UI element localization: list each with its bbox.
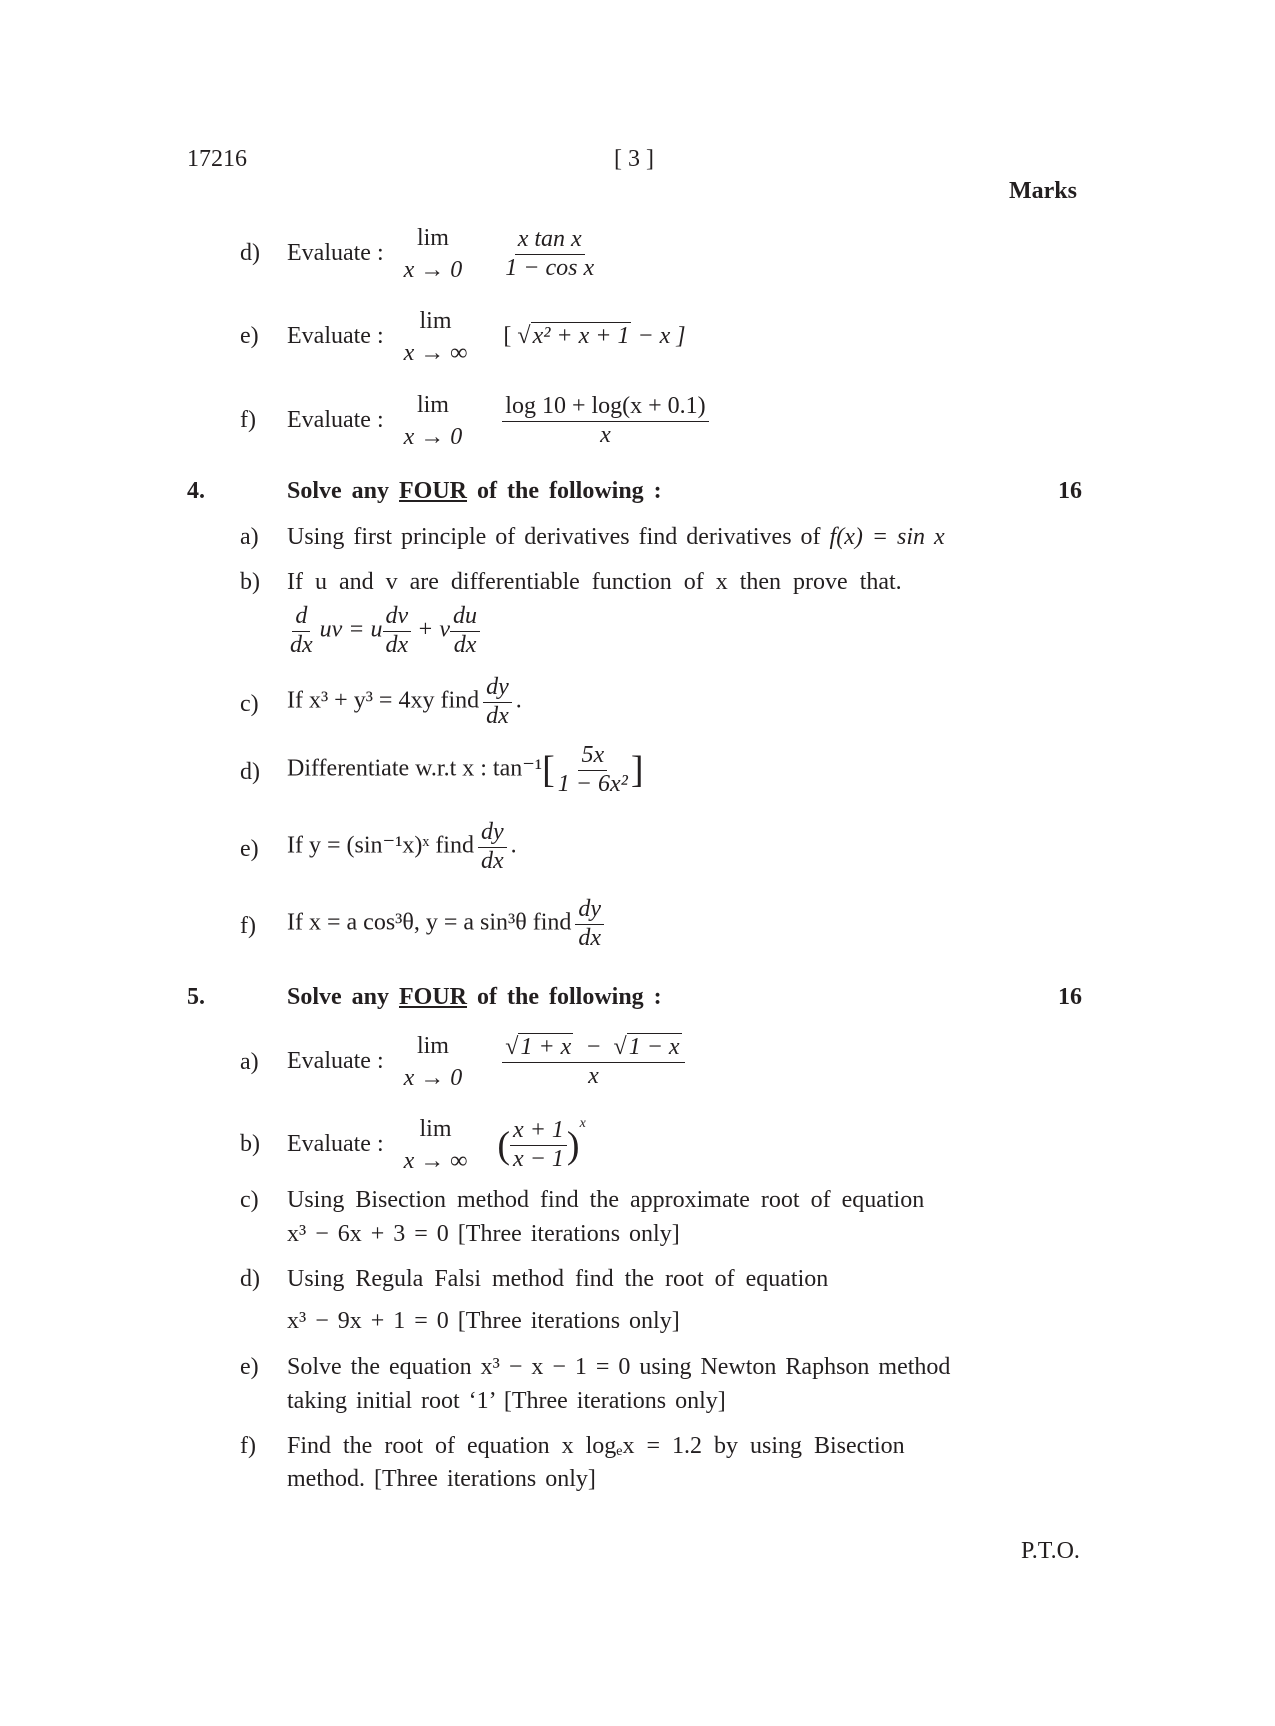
expr: + v (417, 616, 451, 643)
q4c-question (287, 674, 522, 730)
q3d-label: d) (240, 240, 260, 266)
radicand: 1 − x (628, 1034, 680, 1061)
q4c-text: If x³ + y³ = 4xy find (287, 687, 480, 714)
bracket: ] (630, 749, 644, 792)
numerator: dy (483, 674, 512, 703)
paren: ( (497, 1124, 511, 1167)
numerator: dy (478, 819, 507, 848)
q5f-line2: method. [Three iterations only] (287, 1466, 596, 1492)
lim-text: lim (419, 308, 452, 334)
q4a-text: Using first principle of derivatives find derivatives of (287, 524, 821, 550)
q4b-formula (287, 603, 480, 659)
q5e-label: e) (240, 1354, 259, 1380)
exponent: x (579, 1115, 586, 1131)
q4e-question (287, 819, 517, 875)
period: . (510, 832, 517, 859)
lim-text: lim (416, 225, 449, 251)
numerator: d (292, 603, 310, 632)
fraction (510, 1117, 567, 1173)
expr: uv = u (319, 616, 383, 643)
q5f-line1: Find the root of equation x logₑx = 1.2 by using Bisection (287, 1433, 905, 1459)
denominator: dx (578, 924, 602, 951)
denominator: dx (453, 631, 477, 658)
q4e-label: e) (240, 836, 259, 862)
numerator: log 10 + log(x + 0.1) (502, 393, 708, 422)
q3e-label: e) (240, 323, 259, 349)
lim-sub: x → 0 (403, 424, 463, 451)
numerator: x tan x (515, 226, 585, 255)
q5c-line2: x³ − 6x + 3 = 0 [Three iterations only] (287, 1221, 680, 1247)
q5e-line1: Solve the equation x³ − x − 1 = 0 using Newton Raphson method (287, 1354, 951, 1380)
q4d-label: d) (240, 759, 260, 785)
lim-sub: x → 0 (403, 257, 463, 284)
q5c-line1: Using Bisection method find the approximate root of equation (287, 1187, 925, 1213)
denominator: dx (480, 847, 504, 874)
denominator: x − 1 (513, 1145, 564, 1172)
q3f-label: f) (240, 407, 256, 433)
q5c-label: c) (240, 1187, 259, 1213)
denominator: x (588, 1062, 599, 1089)
q5a-label: a) (240, 1049, 259, 1075)
q4e-text: If y = (sin⁻¹x)ˣ find (287, 832, 474, 859)
lim-sub: x → 0 (403, 1065, 463, 1092)
limit (404, 1030, 463, 1095)
pto-footer: P.T.O. (1021, 1538, 1080, 1564)
fraction (502, 393, 708, 449)
period: . (515, 687, 522, 714)
paren: ) (566, 1124, 580, 1167)
fraction: $\frac{√1 + x - √1 - x}{x}$ (502, 1034, 684, 1090)
page-number: [ 3 ] (614, 146, 654, 172)
q4d-question (287, 742, 643, 798)
q4-marks: 16 (1058, 478, 1082, 504)
q5a-verb: Evaluate : (287, 1047, 384, 1074)
q5d-label: d) (240, 1266, 260, 1292)
denominator: dx (385, 631, 409, 658)
title-em: FOUR (399, 478, 468, 504)
q5a-question (287, 1030, 689, 1095)
numerator: dy (575, 896, 604, 925)
limit (404, 305, 468, 370)
q3d-verb: Evaluate : (287, 239, 384, 266)
title-pre: Solve any (287, 984, 390, 1010)
marks-heading: Marks (1009, 178, 1077, 204)
numerator: du (450, 603, 480, 632)
denominator: 1 − 6x² (557, 770, 628, 797)
numerator: x + 1 (510, 1117, 567, 1146)
title-em: FOUR (399, 984, 468, 1010)
fraction (555, 742, 631, 798)
paper-code: 17216 (187, 146, 247, 172)
q5b-question (287, 1113, 586, 1178)
q4-title (287, 478, 662, 505)
q3f-verb: Evaluate : (287, 406, 384, 433)
fraction (575, 896, 604, 952)
q5e-line2: taking initial root ‘1’ [Three iterations only] (287, 1388, 726, 1414)
title-post: of the following : (477, 984, 662, 1010)
q4a-label: a) (240, 524, 259, 550)
q3d-question (287, 222, 601, 287)
q5b-label: b) (240, 1131, 260, 1157)
denominator: 1 − cos x (505, 254, 595, 281)
q3f-question (287, 389, 713, 454)
fraction (478, 819, 507, 875)
lim-sub: x → ∞ (403, 340, 468, 367)
limit (404, 389, 463, 454)
radicand: x² + x + 1 (532, 322, 630, 349)
q4c-label: c) (240, 691, 259, 717)
q4a-math: f(x) = sin x (829, 524, 945, 550)
denominator: x (600, 421, 611, 448)
title-post: of the following : (477, 478, 662, 504)
minus: − (585, 1034, 602, 1061)
q4f-text: If x = a cos³θ, y = a sin³θ find (287, 909, 572, 936)
lim-text: lim (419, 1116, 452, 1142)
q5d-line2: x³ − 9x + 1 = 0 [Three iterations only] (287, 1308, 680, 1334)
q5-marks: 16 (1058, 984, 1082, 1010)
q5b-verb: Evaluate : (287, 1130, 384, 1157)
q4f-label: f) (240, 913, 256, 939)
bracket: [ (503, 322, 512, 349)
fraction (483, 674, 512, 730)
bracket: [ (542, 749, 555, 792)
q3e-verb: Evaluate : (287, 322, 384, 349)
q3e-question: Evaluate : lim x → ∞ [ √x² + x + 1 − x ] (287, 305, 686, 370)
q4d-text: Differentiate w.r.t x : tan⁻¹ (287, 755, 543, 782)
lim-sub: x → ∞ (403, 1148, 468, 1175)
title-pre: Solve any (287, 478, 390, 504)
q4b-label: b) (240, 569, 260, 595)
limit (404, 1113, 468, 1178)
q4-number: 4. (187, 478, 205, 504)
radicand: 1 + x (520, 1034, 572, 1061)
q4f-question (287, 896, 608, 952)
fraction (287, 603, 316, 659)
denominator: dx (290, 631, 313, 658)
q5d-line1: Using Regula Falsi method find the root of equation (287, 1266, 829, 1292)
q5-number: 5. (187, 984, 205, 1010)
numerator: 5x (578, 742, 607, 771)
fraction (450, 603, 480, 659)
q4a-question (287, 524, 945, 551)
numerator: dv (383, 603, 412, 632)
lim-text: lim (416, 1033, 449, 1059)
q4b-text: If u and v are differentiable function of x then prove that. (287, 569, 902, 595)
denominator: dx (486, 702, 509, 729)
q5f-label: f) (240, 1433, 256, 1459)
fraction (502, 226, 597, 282)
q5-title (287, 984, 662, 1011)
limit (404, 222, 463, 287)
fraction (383, 603, 412, 659)
lim-text: lim (416, 392, 449, 418)
expr-rest: − x ] (637, 322, 686, 349)
